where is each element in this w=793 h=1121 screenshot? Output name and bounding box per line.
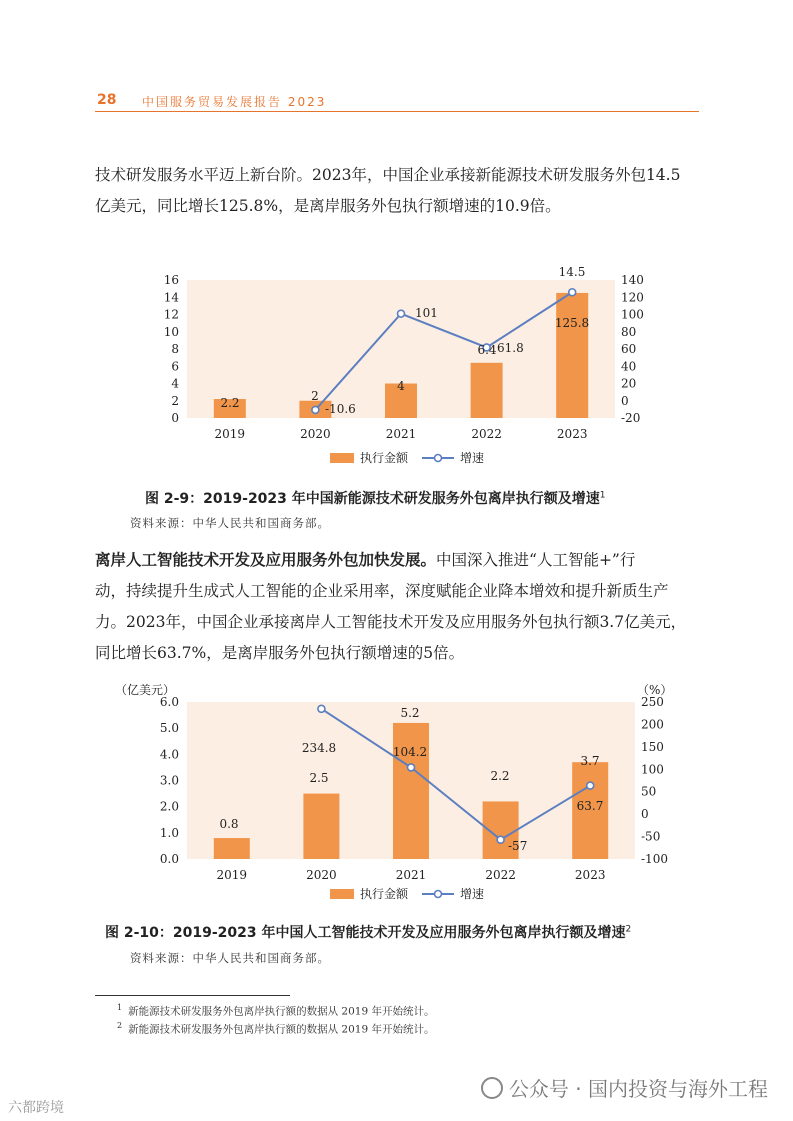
bar-data-label: 2 xyxy=(311,389,319,403)
x-tick-label: 2020 xyxy=(300,427,331,441)
y-left-tick-label: 0 xyxy=(171,411,179,425)
footnote-mark: 1 xyxy=(117,1003,123,1012)
y-right-tick-label: 120 xyxy=(621,290,644,305)
line-data-label: 234.8 xyxy=(301,741,337,755)
footnote-2 xyxy=(117,1021,435,1037)
bar-data-label: 0.8 xyxy=(219,817,239,831)
bar-data-label: 5.2 xyxy=(400,706,420,720)
paragraph-line: 力。2023年，中国企业承接离岸人工智能技术开发及应用服务外包执行额3.7亿美元， xyxy=(95,613,687,631)
paragraph-lead: 离岸人工智能技术开发及应用服务外包加快发展。 xyxy=(95,551,437,569)
line-data-label: 125.8 xyxy=(554,316,590,330)
paragraph-line: 亿美元，同比增长125.8%，是离岸服务外包执行额增速的10.9倍。 xyxy=(95,197,561,215)
corner-watermark: 六都跨境 xyxy=(8,1100,64,1116)
line-data-label: 104.2 xyxy=(392,745,428,759)
y-left-tick-label: 10 xyxy=(163,324,179,339)
legend-bar-label: 执行金额 xyxy=(360,887,409,901)
y-left-tick-label: 4.0 xyxy=(159,747,179,762)
legend-line-marker xyxy=(435,891,442,898)
header-rule xyxy=(95,111,699,112)
y-left-tick-label: 6.0 xyxy=(159,695,179,709)
figure-source: 资料来源：中华人民共和国商务部。 xyxy=(130,516,330,530)
line-data-label: 101 xyxy=(415,306,438,320)
paragraph-2 xyxy=(95,545,699,669)
x-tick-label: 2022 xyxy=(471,427,502,441)
growth-point xyxy=(569,289,576,296)
y-left-tick-label: 0.0 xyxy=(159,852,179,866)
x-tick-label: 2023 xyxy=(556,427,588,441)
growth-point xyxy=(497,836,504,843)
x-tick-label: 2022 xyxy=(485,868,516,882)
legend-bar-label: 执行金额 xyxy=(360,451,409,465)
caption-text: 图 2-10：2019-2023 年中国人工智能技术开发及应用服务外包离岸执行额及增速 xyxy=(105,925,626,941)
figure-caption-2-10 xyxy=(105,922,631,942)
y-right-tick-label: 40 xyxy=(621,359,637,374)
y-right-tick-label: -50 xyxy=(641,829,661,844)
y-left-tick-label: 2.0 xyxy=(159,799,179,814)
y-right-tick-label: 140 xyxy=(621,273,644,287)
paragraph-line: 技术研发服务水平迈上新台阶。2023年，中国企业承接新能源技术研发服务外包14.5 xyxy=(95,166,681,184)
paragraph-line: 同比增长63.7%，是离岸服务外包执行额增速的5倍。 xyxy=(95,644,465,662)
y-left-tick-label: 14 xyxy=(163,290,179,305)
caption-text: 图 2-9：2019-2023 年中国新能源技术研发服务外包离岸执行额及增速 xyxy=(145,491,600,507)
legend-line-label: 增速 xyxy=(460,887,485,901)
legend-line-marker xyxy=(435,455,442,462)
running-header-title: 中国服务贸易发展报告 2023 xyxy=(142,95,327,109)
legend-bar-swatch xyxy=(330,889,354,899)
y-right-tick-label: 50 xyxy=(641,784,657,799)
y-right-tick-label: 60 xyxy=(621,342,637,356)
growth-point xyxy=(312,406,319,413)
line-data-label: 63.7 xyxy=(576,799,604,813)
x-tick-label: 2019 xyxy=(216,868,248,882)
watermark-text: 公众号 · 国内投资与海外工程 xyxy=(508,1077,768,1101)
y-right-tick-label: 200 xyxy=(641,717,664,732)
x-tick-label: 2021 xyxy=(395,868,427,882)
y-left-tick-label: 8 xyxy=(171,342,179,356)
growth-point xyxy=(587,782,594,789)
bar-data-label: 2.5 xyxy=(309,771,329,785)
y-left-tick-label: 16 xyxy=(163,273,179,287)
bar-data-label: 6.4 xyxy=(477,343,497,357)
y-right-axis-title: （%） xyxy=(637,683,673,697)
paragraph-line xyxy=(95,545,699,576)
line-data-label: -10.6 xyxy=(325,402,356,416)
figure-caption-2-9 xyxy=(145,488,606,508)
page-number: 28 xyxy=(97,92,117,108)
footnote-mark: 2 xyxy=(117,1021,123,1030)
y-left-tick-label: 6 xyxy=(171,359,179,374)
legend-line-label: 增速 xyxy=(460,451,485,465)
bar-data-label: 2.2 xyxy=(490,769,510,783)
y-right-tick-label: 80 xyxy=(621,324,637,339)
figure-source: 资料来源：中华人民共和国商务部。 xyxy=(130,951,330,965)
bar-data-label: 2.2 xyxy=(220,396,240,410)
x-tick-label: 2019 xyxy=(214,427,246,441)
footnote-1 xyxy=(117,1003,435,1019)
y-right-tick-label: 0 xyxy=(641,807,649,822)
footnote-text: 新能源技术研发服务外包离岸执行额的数据从 2019 年开始统计。 xyxy=(128,1023,435,1036)
y-left-tick-label: 3.0 xyxy=(159,773,179,788)
footnote-ref: 2 xyxy=(625,924,632,935)
chart-ai xyxy=(0,678,793,910)
y-left-tick-label: 4 xyxy=(171,376,179,391)
bar-data-label: 3.7 xyxy=(580,754,600,768)
y-left-tick-label: 5.0 xyxy=(159,721,179,736)
watermark xyxy=(481,1073,768,1102)
y-right-tick-label: 20 xyxy=(621,376,637,391)
legend-bar-swatch xyxy=(330,453,354,463)
line-data-label: -57 xyxy=(508,839,528,853)
growth-point xyxy=(398,310,405,317)
growth-point xyxy=(318,705,325,712)
x-tick-label: 2023 xyxy=(574,868,606,882)
y-right-tick-label: 150 xyxy=(641,739,664,754)
bar xyxy=(556,293,588,418)
y-right-tick-label: 250 xyxy=(641,695,664,709)
x-tick-label: 2020 xyxy=(306,868,337,882)
y-left-tick-label: 2 xyxy=(171,393,179,408)
bar xyxy=(393,723,429,859)
paragraph-text: 中国深入推进“人工智能+”行 xyxy=(436,551,636,569)
y-left-tick-label: 12 xyxy=(163,307,179,322)
footnote-ref: 1 xyxy=(599,490,606,501)
bar xyxy=(214,838,250,859)
y-right-tick-label: 0 xyxy=(621,393,629,408)
y-left-axis-title: （亿美元） xyxy=(114,683,175,697)
y-right-tick-label: 100 xyxy=(641,762,664,777)
y-right-tick-label: 100 xyxy=(621,307,644,322)
chart-new-energy xyxy=(0,265,793,475)
growth-point xyxy=(408,764,415,771)
x-tick-label: 2021 xyxy=(385,427,417,441)
footnote-text: 新能源技术研发服务外包离岸执行额的数据从 2019 年开始统计。 xyxy=(128,1005,435,1018)
y-right-tick-label: -100 xyxy=(641,852,668,866)
wechat-icon xyxy=(481,1077,503,1099)
bar-data-label: 14.5 xyxy=(558,265,586,279)
y-right-tick-label: -20 xyxy=(621,411,641,425)
line-data-label: 61.8 xyxy=(497,341,524,355)
bar xyxy=(471,363,503,418)
y-left-tick-label: 1.0 xyxy=(159,825,179,840)
paragraph-line: 动，持续提升生成式人工智能的企业采用率，深度赋能企业降本增效和提升新质生产 xyxy=(95,582,669,600)
bar-data-label: 4 xyxy=(397,379,405,393)
bar xyxy=(303,794,339,859)
footnote-rule xyxy=(95,995,290,996)
paragraph-1 xyxy=(95,160,699,222)
